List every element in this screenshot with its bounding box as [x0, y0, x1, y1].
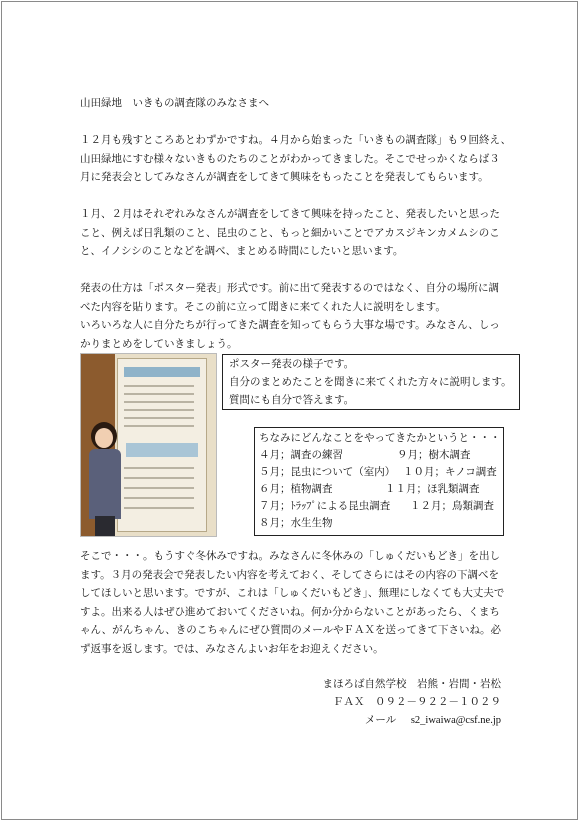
- paragraph-4: [80, 547, 504, 658]
- schedule-box: [254, 427, 504, 536]
- paragraph-1-line: １２月も残すところあとわずかですね。４月から始まった「いきもの調査隊」も９回終え、: [80, 134, 512, 146]
- document-page: [1, 1, 578, 820]
- paragraph-4-line: してほしいと思います。ですが、これは「しゅくだいもどき」、無理にしなくても大丈夫で: [80, 587, 505, 599]
- paragraph-3-line: べた内容を貼ります。そこの前に立って聞きに来てくれた人に説明をします。: [80, 300, 446, 313]
- paragraph-2-line: こと、例えば日乳類のこと、昆虫のこと、もっと細かいことでアカスジキンカメムシのこ: [80, 226, 500, 239]
- poster-session-photo: [80, 353, 217, 537]
- paragraph-4-line: そこで・・・。もうすぐ冬休みですね。みなさんに冬休みの「しゅくだいもどき」を出し: [80, 550, 500, 562]
- schedule-left: ６月；植物調査: [259, 483, 333, 495]
- paragraph-2-line: １月、２月はそれぞれみなさんが調査をしてきて興味を持ったこと、発表したいと思った: [80, 208, 500, 220]
- paragraph-1-line: 月に発表会としてみなさんが調査をしてきて興味をもったことを発表してもらいます。: [80, 171, 489, 183]
- paragraph-3-line: いろいろな人に自分たちが行ってきた調査を知ってもらう大事な場です。みなさん、しっ: [80, 319, 500, 331]
- paragraph-3: [80, 279, 500, 353]
- schedule-right: ９月；樹木調査: [397, 449, 471, 461]
- photo-poster: [117, 358, 207, 532]
- schedule-right: １０月；キノコ調査: [403, 466, 497, 478]
- schedule-left: ５月；昆虫について（室内）: [259, 466, 396, 478]
- photo-caption-line: 質問にも自分で答えます。: [229, 394, 355, 406]
- paragraph-4-line: ます。３月の発表会で発表したい内容を考えておく、そしてさらにはその内容の下調べを: [80, 568, 499, 581]
- schedule-left: ８月；水生生物: [259, 517, 333, 529]
- mail-label: メール: [364, 714, 397, 726]
- greeting: 山田緑地 いきもの調査隊のみなさまへ: [80, 97, 269, 109]
- schedule-title: ちなみにどんなことをやってきたかというと・・・: [259, 432, 501, 444]
- paragraph-3-line: 発表の仕方は「ポスター発表」形式です。前に出て発表するのではなく、自分の場所に調: [80, 282, 499, 294]
- signature-org: まほろば自然学校 岩熊・岩間・岩松: [322, 678, 501, 690]
- signature-fax: ＦＡＸ ０９２－９２２－１０２９: [333, 696, 501, 708]
- paragraph-2-line: と、イノシシのことなどを調べ、まとめる時間にしたいと思います。: [80, 245, 404, 257]
- schedule-right: １１月；ほ乳類調査: [385, 483, 480, 495]
- mail-address[interactable]: s2_iwaiwa@csf.ne.jp: [410, 715, 501, 726]
- paragraph-3-line: かりまとめをしていきましょう。: [80, 337, 238, 350]
- photo-caption-line: 自分のまとめたことを聞きに来てくれた方々に説明します。: [229, 376, 512, 388]
- paragraph-1: [80, 131, 511, 187]
- photo-caption-line: ポスター発表の様子です。: [229, 358, 355, 370]
- signature-mail: [365, 712, 501, 727]
- paragraph-4-line: すよ。出来る人はぜひ進めておいてくださいね。何か分からないことがあったら、くまち: [80, 605, 500, 618]
- photo-caption-box: [222, 354, 520, 410]
- schedule-left: ４月；調査の練習: [259, 449, 343, 461]
- paragraph-2: [80, 205, 500, 261]
- paragraph-4-line: ず返事を返します。では、みなさんよいお年をお迎えください。: [80, 642, 384, 655]
- paragraph-4-line: ゃん、がんちゃん、きのこちゃんにぜひ質問のメールやＦＡＸを送ってきて下さいね。必: [80, 624, 502, 636]
- paragraph-1-line: 山田緑地にすむ様々ないきものたちのことがわかってきました。そこでせっかくならば３: [80, 152, 500, 165]
- schedule-right: １２月；鳥類調査: [410, 500, 494, 512]
- schedule-left: ７月；ﾄﾗｯﾌﾟによる昆虫調査: [259, 500, 391, 512]
